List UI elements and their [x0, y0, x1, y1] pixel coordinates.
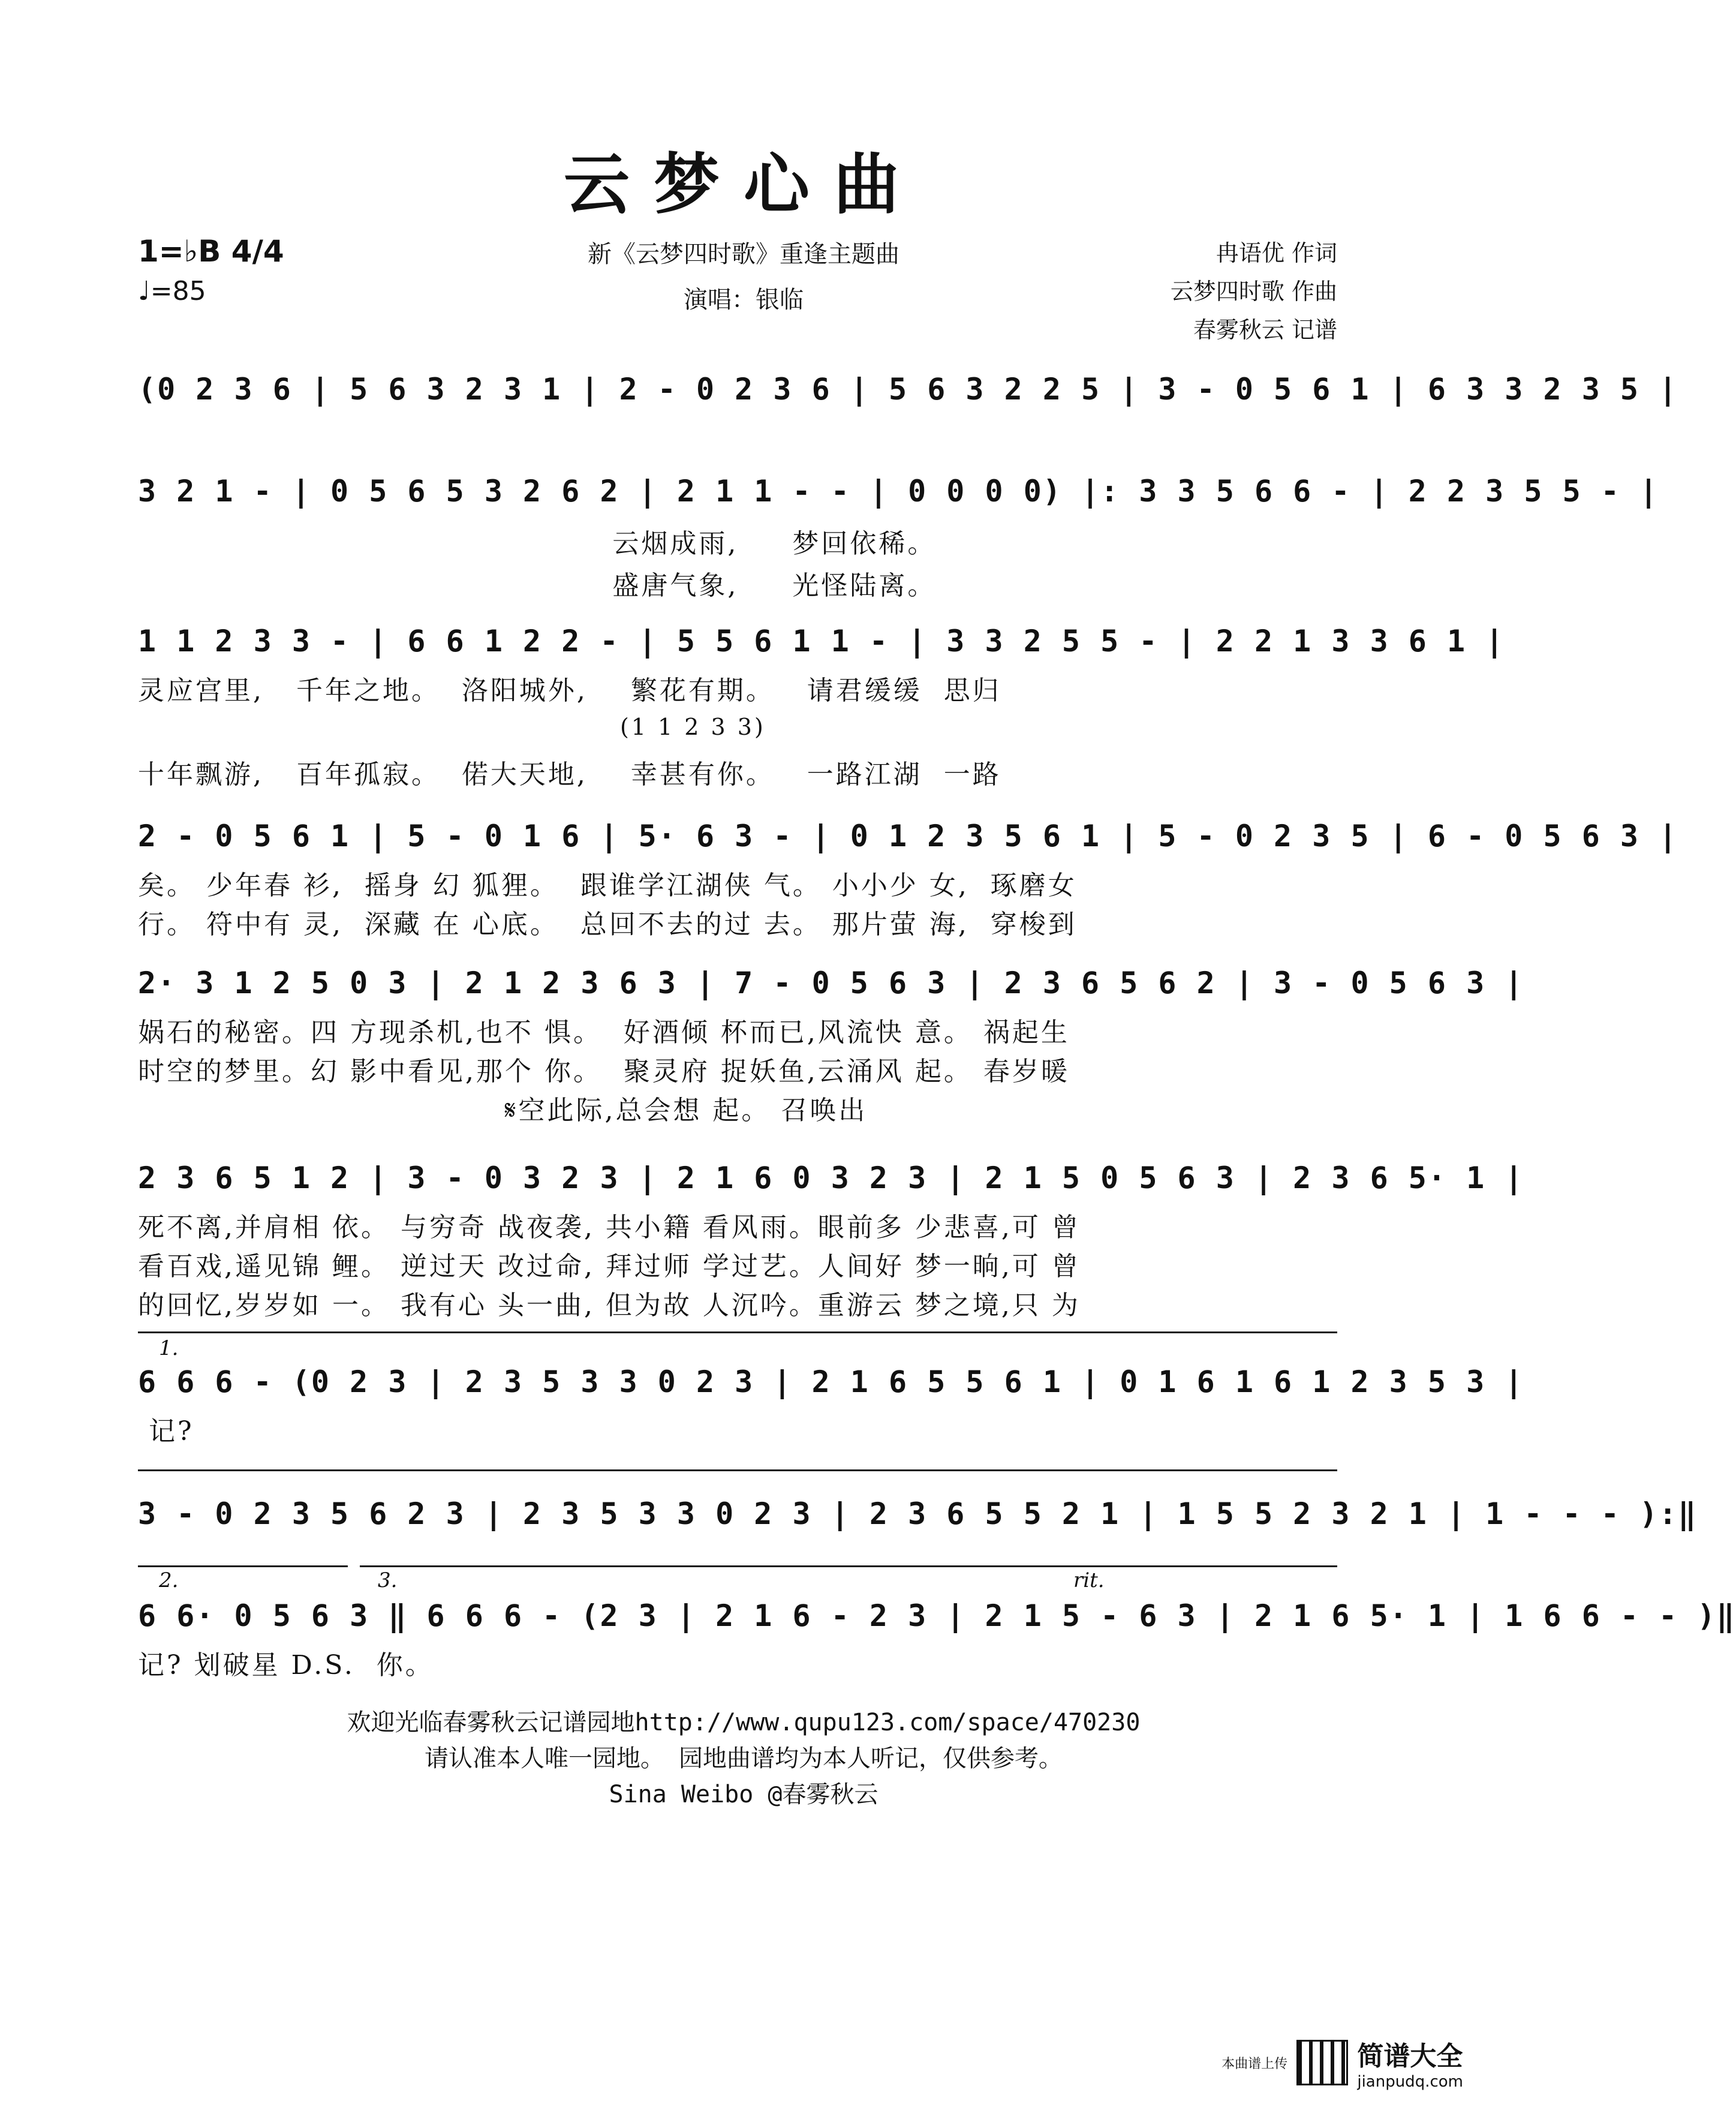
page-title: 云梦心曲 [564, 146, 923, 223]
lyric-row-9: 记? 划破星 D.S. 你。 [138, 1650, 434, 1681]
lyric-row-3-alt-notes: (1 1 2 3 3) [138, 714, 766, 740]
notation-row-8: 3 - 0 2 3 5 6 2 3 | 2 3 5 3 3 0 2 3 | 2 3 6 5 5 2 1 | 1 5 5 2 3 2 1 | 1 - - - ):‖ [138, 1496, 1698, 1531]
notation-row-5: 2· 3 1 2 5 0 3 | 2 1 2 3 6 3 | 7 - 0 5 6 3 | 2 3 6 5 6 2 | 3 - 0 5 6 3 | [138, 966, 1524, 1000]
ending-3-bracket [360, 1565, 1337, 1567]
notation-row-7: 6 6 6 - (0 2 3 | 2 3 5 3 3 0 2 3 | 2 1 6 5 5 6 1 | 0 1 6 1 6 1 2 3 5 3 | [138, 1364, 1524, 1399]
lyric-row-7: 记? [138, 1416, 194, 1447]
subtitle: 新《云梦四时歌》重逢主题曲 [588, 241, 899, 268]
lyric-row-5-verse-2: 时空的梦里。幻 影中看见,那个 你。 聚灵府 捉妖鱼,云涌风 起。 春岁暖 [138, 1056, 1070, 1087]
ending-3-label: 3. [378, 1568, 398, 1592]
ending-bracket-line [138, 1331, 1337, 1333]
notation-row-6: 2 3 6 5 1 2 | 3 - 0 3 2 3 | 2 1 6 0 3 2 3 | 2 1 5 0 5 6 3 | 2 3 6 5· 1 | [138, 1161, 1524, 1195]
footer-weibo: Sina Weibo @春雾秋云 [609, 1781, 878, 1808]
lyric-row-4-verse-2: 行。 符中有 灵, 深藏 在 心底。 总回不去的过 去。 那片萤 海, 穿梭到 [138, 909, 1077, 940]
watermark-name: 简谱大全 [1357, 2041, 1463, 2072]
lyric-row-2-verse-2: 盛唐气象, 光怪陆离。 [138, 570, 937, 601]
lyric-row-6-verse-1: 死不离,并肩相 依。 与穷奇 战夜袭, 共小籍 看风雨。眼前多 少悲喜,可 曾 [138, 1212, 1081, 1243]
notation-row-2: 3 2 1 - | 0 5 6 5 3 2 6 2 | 2 1 1 - - | 0 0 0 0) |: 3 3 5 6 6 - | 2 2 3 5 5 - | [138, 474, 1659, 509]
footer-notice: 请认准本人唯一园地。 园地曲谱均为本人听记，仅供参考。 [424, 1745, 1063, 1772]
notation-row-1: (0 2 3 6 | 5 6 3 2 3 1 | 2 - 0 2 3 6 | 5 6 3 2 2 5 | 3 - 0 5 6 1 | 6 3 3 2 3 5 | [138, 372, 1678, 407]
singer-credit: 演唱：银临 [684, 286, 804, 314]
footer-welcome: 欢迎光临春雾秋云记谱园地http://www.qupu123.com/space/470230 [347, 1709, 1141, 1736]
lyric-row-3-verse-1: 灵应宫里, 千年之地。 洛阳城外, 繁花有期。 请君缓缓 思归 [138, 675, 1001, 706]
lyric-row-4-verse-1: 矣。 少年春 衫, 摇身 幻 狐狸。 跟谁学江湖侠 气。 小小少 女, 琢磨女 [138, 870, 1077, 901]
notation-row-9: 6 6· 0 5 6 3 ‖ 6 6 6 - (2 3 | 2 1 6 - 2 3 | 2 1 5 - 6 3 | 2 1 6 5· 1 | 1 6 6 - - )‖ [138, 1598, 1736, 1633]
lyric-row-6-verse-3: 的回忆,岁岁如 一。 我有心 头一曲, 但为故 人沉吟。重游云 梦之境,只 为 [138, 1290, 1081, 1321]
site-watermark [1221, 2034, 1463, 2091]
ending-1-label: 1. [159, 1336, 179, 1360]
tempo-marking: ♩=85 [138, 276, 206, 306]
ending-2-label: 2. [159, 1568, 179, 1592]
lyric-row-2-verse-1: 云烟成雨, 梦回依稀。 [138, 528, 937, 559]
notation-row-4: 2 - 0 5 6 1 | 5 - 0 1 6 | 5· 6 3 - | 0 1 2 3 5 6 1 | 5 - 0 2 3 5 | 6 - 0 5 6 3 | [138, 819, 1678, 853]
key-signature: 1=♭B 4/4 [138, 234, 284, 269]
piano-logo-icon [1296, 2040, 1348, 2085]
lyricist-credit: 冉语优 作词 [1215, 240, 1337, 266]
watermark-url: jianpudq.com [1357, 2073, 1463, 2091]
credits [1171, 234, 1337, 349]
ritardando-mark: rit. [1073, 1568, 1105, 1592]
ending-bracket-line-2 [138, 1469, 1337, 1471]
lyric-row-6-verse-2: 看百戏,遥见锦 鲤。 逆过天 改过命, 拜过师 学过艺。人间好 梦一晌,可 曾 [138, 1251, 1081, 1282]
lyric-row-5-verse-1: 娲石的秘密。四 方现杀机,也不 惧。 好酒倾 杯而已,风流快 意。 祸起生 [138, 1017, 1070, 1048]
notation-row-3: 1 1 2 3 3 - | 6 6 1 2 2 - | 5 5 6 1 1 - | 3 3 2 5 5 - | 2 2 1 3 3 6 1 | [138, 624, 1505, 659]
watermark-note: 本曲谱上传 [1221, 2056, 1288, 2072]
lyric-row-5-verse-3: 𝄋空此际,总会想 起。 召唤出 [138, 1095, 868, 1126]
lyric-row-3-verse-2: 十年飘游, 百年孤寂。 偌大天地, 幸甚有你。 一路江湖 一路 [138, 759, 1001, 790]
ending-2-bracket [138, 1565, 348, 1567]
transcriber-credit: 春雾秋云 记谱 [1193, 317, 1337, 343]
composer-credit: 云梦四时歌 作曲 [1170, 278, 1337, 305]
